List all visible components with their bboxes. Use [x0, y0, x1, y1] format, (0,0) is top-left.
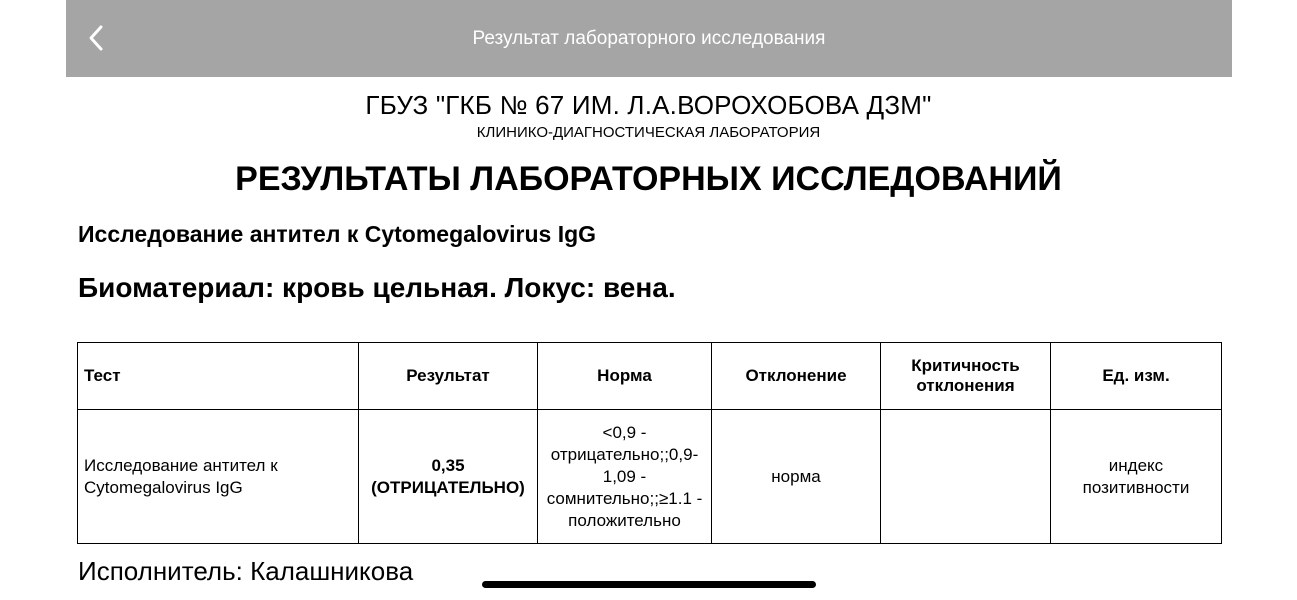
column-header-norm: Норма: [538, 343, 712, 410]
cell-unit: индекс позитивности: [1051, 410, 1222, 544]
study-name: Исследование антител к Cytomegalovirus IgG: [78, 221, 597, 247]
home-indicator[interactable]: [482, 581, 816, 588]
department-name: КЛИНИКО-ДИАГНОСТИЧЕСКАЯ ЛАБОРАТОРИЯ: [476, 124, 821, 141]
column-header-result: Результат: [359, 343, 538, 410]
column-header-test: Тест: [78, 343, 359, 410]
executor-label: Исполнитель: Калашникова: [78, 556, 414, 586]
results-table: [77, 342, 1222, 544]
cell-deviation: норма: [712, 410, 881, 544]
top-navigation-bar: [66, 0, 1232, 77]
column-header-criticality: Критичность отклонения: [881, 343, 1051, 410]
document-title: РЕЗУЛЬТАТЫ ЛАБОРАТОРНЫХ ИССЛЕДОВАНИЙ: [235, 160, 1062, 198]
screen-title: Результат лабораторного исследования: [472, 28, 826, 49]
table-header-row: [78, 343, 1222, 410]
cell-result: 0,35 (ОТРИЦАТЕЛЬНО): [359, 410, 538, 544]
column-header-unit: Ед. изм.: [1051, 343, 1222, 410]
table-row: [78, 410, 1222, 544]
cell-norm: <0,9 - отрицательно;;0,9-1,09 - сомнительно;;≥1.1 - положительно: [538, 410, 712, 544]
organization-name: ГБУЗ "ГКБ № 67 ИМ. Л.А.ВОРОХОБОВА ДЗМ": [365, 90, 932, 120]
biomaterial-info: Биоматериал: кровь цельная. Локус: вена.: [78, 272, 676, 303]
cell-criticality: [881, 410, 1051, 544]
cell-test: Исследование антител к Cytomegalovirus IgG: [78, 410, 359, 544]
column-header-deviation: Отклонение: [712, 343, 881, 410]
